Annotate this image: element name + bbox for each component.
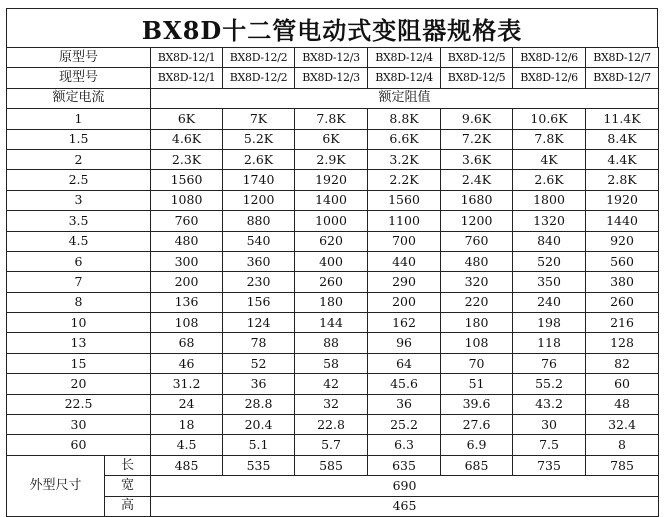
original-model-cell: BX8D-12/2 [223, 48, 295, 68]
resistance-cell: 70 [441, 353, 513, 373]
length-cell: 485 [151, 455, 223, 475]
current-model-cell: BX8D-12/3 [295, 68, 368, 88]
table-row [7, 333, 659, 353]
rated-resistance-header: 额定阻值 [151, 88, 659, 108]
resistance-cell: 7.5 [513, 435, 586, 455]
resistance-cell: 2.6K [513, 170, 586, 190]
resistance-cell: 22.8 [295, 415, 368, 435]
resistance-cell: 520 [513, 251, 586, 271]
table-row [7, 129, 659, 149]
resistance-cell: 45.6 [368, 374, 441, 394]
resistance-cell: 6K [295, 129, 368, 149]
rated-current-cell: 10 [7, 313, 151, 333]
resistance-cell: 25.2 [368, 415, 441, 435]
rated-current-cell: 2 [7, 149, 151, 169]
current-model-cell: BX8D-12/6 [513, 68, 586, 88]
resistance-cell: 1680 [441, 190, 513, 210]
resistance-cell: 144 [295, 313, 368, 333]
resistance-cell: 6.6K [368, 129, 441, 149]
table-row [7, 190, 659, 210]
table-row [7, 394, 659, 414]
resistance-cell: 1920 [295, 170, 368, 190]
resistance-cell: 7.8K [295, 109, 368, 129]
resistance-cell: 1440 [586, 211, 659, 231]
resistance-cell: 880 [223, 211, 295, 231]
resistance-cell: 290 [368, 272, 441, 292]
resistance-cell: 108 [441, 333, 513, 353]
resistance-cell: 32 [295, 394, 368, 414]
rated-current-cell: 7 [7, 272, 151, 292]
table-row [7, 292, 659, 312]
rated-current-cell: 8 [7, 292, 151, 312]
rated-current-cell: 60 [7, 435, 151, 455]
dimension-length-row [7, 455, 659, 475]
resistance-cell: 216 [586, 313, 659, 333]
resistance-cell: 136 [151, 292, 223, 312]
resistance-cell: 1740 [223, 170, 295, 190]
resistance-cell: 5.2K [223, 129, 295, 149]
resistance-cell: 1200 [223, 190, 295, 210]
width-value: 690 [151, 476, 659, 496]
resistance-cell: 320 [441, 272, 513, 292]
rated-current-cell: 3 [7, 190, 151, 210]
page-title: BX8D十二管电动式变阻器规格表 [141, 15, 523, 45]
dimensions-label: 外型尺寸 [7, 455, 105, 516]
rated-current-cell: 6 [7, 251, 151, 271]
resistance-cell: 42 [295, 374, 368, 394]
resistance-cell: 760 [441, 231, 513, 251]
resistance-cell: 2.6K [223, 149, 295, 169]
resistance-cell: 36 [223, 374, 295, 394]
original-model-cell: BX8D-12/4 [368, 48, 441, 68]
table-row [7, 251, 659, 271]
resistance-cell: 1000 [295, 211, 368, 231]
original-model-cell: BX8D-12/6 [513, 48, 586, 68]
resistance-cell: 18 [151, 415, 223, 435]
table-row [7, 272, 659, 292]
resistance-cell: 3.6K [441, 149, 513, 169]
current-model-label: 现型号 [7, 68, 151, 88]
resistance-cell: 124 [223, 313, 295, 333]
resistance-cell: 78 [223, 333, 295, 353]
resistance-cell: 20.4 [223, 415, 295, 435]
resistance-cell: 620 [295, 231, 368, 251]
resistance-cell: 5.7 [295, 435, 368, 455]
resistance-cell: 360 [223, 251, 295, 271]
resistance-cell: 10.6K [513, 109, 586, 129]
current-model-cell: BX8D-12/5 [441, 68, 513, 88]
resistance-cell: 1920 [586, 190, 659, 210]
resistance-cell: 8.8K [368, 109, 441, 129]
resistance-cell: 6.9 [441, 435, 513, 455]
resistance-cell: 48 [586, 394, 659, 414]
resistance-cell: 198 [513, 313, 586, 333]
resistance-cell: 4.4K [586, 149, 659, 169]
spec-table [6, 47, 659, 517]
resistance-cell: 480 [151, 231, 223, 251]
resistance-cell: 51 [441, 374, 513, 394]
resistance-cell: 82 [586, 353, 659, 373]
rated-current-cell: 4.5 [7, 231, 151, 251]
resistance-cell: 6K [151, 109, 223, 129]
resistance-cell: 3.2K [368, 149, 441, 169]
length-cell: 585 [295, 455, 368, 475]
resistance-cell: 200 [151, 272, 223, 292]
resistance-cell: 4K [513, 149, 586, 169]
length-label: 长 [105, 455, 151, 475]
resistance-cell: 30 [513, 415, 586, 435]
resistance-cell: 4.5 [151, 435, 223, 455]
title-row [6, 8, 658, 48]
rated-current-cell: 1.5 [7, 129, 151, 149]
resistance-cell: 43.2 [513, 394, 586, 414]
resistance-cell: 27.6 [441, 415, 513, 435]
rated-current-cell: 2.5 [7, 170, 151, 190]
resistance-cell: 31.2 [151, 374, 223, 394]
resistance-cell: 88 [295, 333, 368, 353]
height-label: 高 [105, 496, 151, 516]
resistance-cell: 2.2K [368, 170, 441, 190]
resistance-cell: 300 [151, 251, 223, 271]
table-row [7, 149, 659, 169]
resistance-cell: 920 [586, 231, 659, 251]
resistance-cell: 350 [513, 272, 586, 292]
dimension-height-row [7, 496, 659, 516]
resistance-cell: 9.6K [441, 109, 513, 129]
resistance-cell: 24 [151, 394, 223, 414]
resistance-cell: 68 [151, 333, 223, 353]
resistance-cell: 52 [223, 353, 295, 373]
resistance-cell: 2.4K [441, 170, 513, 190]
resistance-cell: 260 [586, 292, 659, 312]
rated-current-cell: 3.5 [7, 211, 151, 231]
resistance-cell: 156 [223, 292, 295, 312]
resistance-cell: 76 [513, 353, 586, 373]
resistance-cell: 108 [151, 313, 223, 333]
resistance-cell: 400 [295, 251, 368, 271]
resistance-cell: 1080 [151, 190, 223, 210]
original-model-cell: BX8D-12/7 [586, 48, 659, 68]
length-cell: 785 [586, 455, 659, 475]
header-row [7, 88, 659, 108]
rated-current-header: 额定电流 [7, 88, 151, 108]
rated-current-cell: 15 [7, 353, 151, 373]
resistance-cell: 7K [223, 109, 295, 129]
resistance-cell: 1800 [513, 190, 586, 210]
resistance-cell: 7.2K [441, 129, 513, 149]
current-model-row [7, 68, 659, 88]
resistance-cell: 60 [586, 374, 659, 394]
resistance-cell: 1560 [368, 190, 441, 210]
resistance-cell: 46 [151, 353, 223, 373]
resistance-cell: 58 [295, 353, 368, 373]
rated-current-cell: 30 [7, 415, 151, 435]
resistance-cell: 64 [368, 353, 441, 373]
resistance-cell: 6.3 [368, 435, 441, 455]
rated-current-cell: 20 [7, 374, 151, 394]
resistance-cell: 8.4K [586, 129, 659, 149]
resistance-cell: 1100 [368, 211, 441, 231]
table-row [7, 170, 659, 190]
resistance-cell: 180 [295, 292, 368, 312]
resistance-cell: 96 [368, 333, 441, 353]
table-row [7, 435, 659, 455]
resistance-cell: 2.9K [295, 149, 368, 169]
original-model-label: 原型号 [7, 48, 151, 68]
resistance-cell: 162 [368, 313, 441, 333]
original-model-cell: BX8D-12/1 [151, 48, 223, 68]
original-model-row [7, 48, 659, 68]
resistance-cell: 480 [441, 251, 513, 271]
resistance-cell: 28.8 [223, 394, 295, 414]
resistance-cell: 840 [513, 231, 586, 251]
resistance-cell: 560 [586, 251, 659, 271]
length-cell: 635 [368, 455, 441, 475]
resistance-cell: 118 [513, 333, 586, 353]
resistance-cell: 200 [368, 292, 441, 312]
resistance-cell: 8 [586, 435, 659, 455]
original-model-cell: BX8D-12/5 [441, 48, 513, 68]
resistance-cell: 180 [441, 313, 513, 333]
original-model-cell: BX8D-12/3 [295, 48, 368, 68]
table-row [7, 211, 659, 231]
resistance-cell: 540 [223, 231, 295, 251]
resistance-cell: 1320 [513, 211, 586, 231]
resistance-cell: 2.3K [151, 149, 223, 169]
resistance-cell: 380 [586, 272, 659, 292]
table-row [7, 374, 659, 394]
resistance-cell: 5.1 [223, 435, 295, 455]
resistance-cell: 55.2 [513, 374, 586, 394]
resistance-cell: 1200 [441, 211, 513, 231]
resistance-cell: 220 [441, 292, 513, 312]
table-row [7, 313, 659, 333]
rated-current-cell: 13 [7, 333, 151, 353]
resistance-cell: 230 [223, 272, 295, 292]
length-cell: 535 [223, 455, 295, 475]
resistance-cell: 128 [586, 333, 659, 353]
current-model-cell: BX8D-12/2 [223, 68, 295, 88]
resistance-cell: 700 [368, 231, 441, 251]
table-row [7, 109, 659, 129]
width-label: 宽 [105, 476, 151, 496]
current-model-cell: BX8D-12/1 [151, 68, 223, 88]
resistance-cell: 32.4 [586, 415, 659, 435]
resistance-cell: 39.6 [441, 394, 513, 414]
resistance-cell: 2.8K [586, 170, 659, 190]
length-cell: 685 [441, 455, 513, 475]
length-cell: 735 [513, 455, 586, 475]
rated-current-cell: 22.5 [7, 394, 151, 414]
height-value: 465 [151, 496, 659, 516]
resistance-cell: 440 [368, 251, 441, 271]
rated-current-cell: 1 [7, 109, 151, 129]
resistance-cell: 36 [368, 394, 441, 414]
resistance-cell: 760 [151, 211, 223, 231]
resistance-cell: 4.6K [151, 129, 223, 149]
current-model-cell: BX8D-12/7 [586, 68, 659, 88]
table-body [7, 48, 659, 517]
resistance-cell: 1400 [295, 190, 368, 210]
resistance-cell: 11.4K [586, 109, 659, 129]
resistance-cell: 240 [513, 292, 586, 312]
dimension-width-row [7, 476, 659, 496]
resistance-cell: 1560 [151, 170, 223, 190]
table-row [7, 353, 659, 373]
resistance-cell: 260 [295, 272, 368, 292]
table-row [7, 415, 659, 435]
resistance-cell: 7.8K [513, 129, 586, 149]
table-row [7, 231, 659, 251]
current-model-cell: BX8D-12/4 [368, 68, 441, 88]
